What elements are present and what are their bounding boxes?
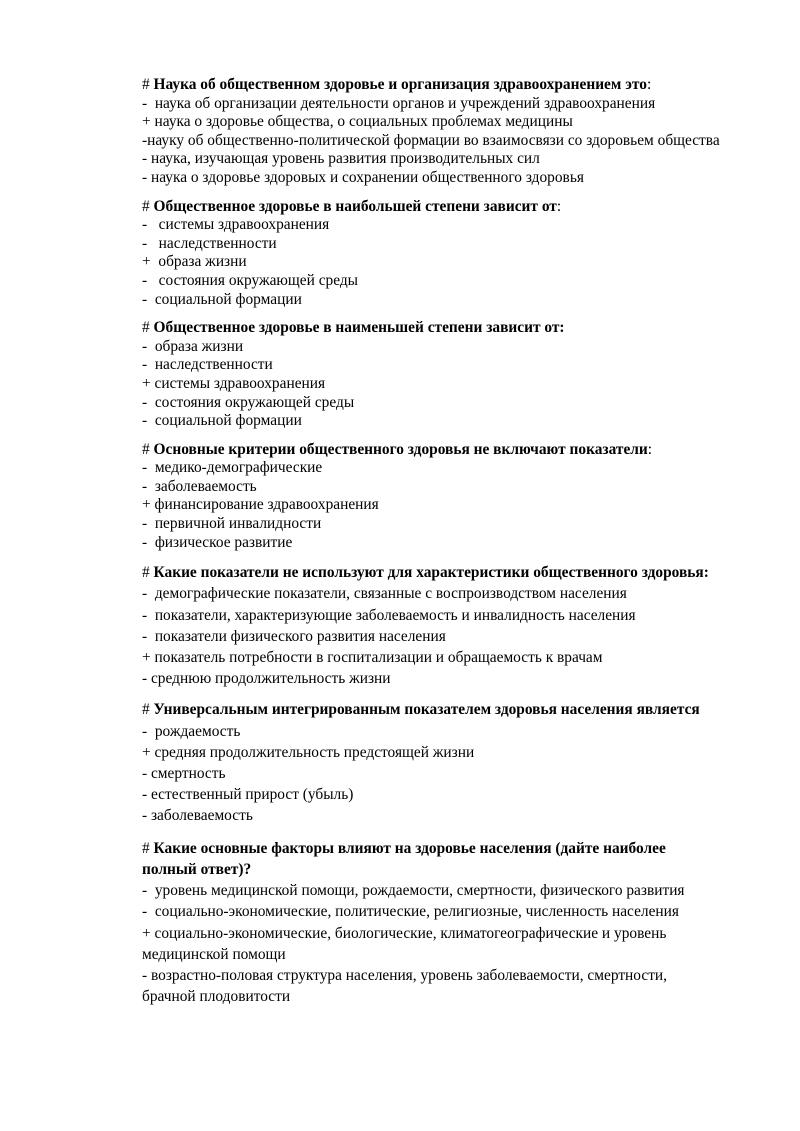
question-colon: :: [647, 440, 653, 458]
answer-option: - образа жизни: [142, 337, 244, 355]
answer-option: + социально-экономические, биологические, климатогеографические и уровень медицинской помощи: [142, 924, 667, 963]
answer-option: - смертность: [142, 765, 226, 783]
question-marker: #: [142, 440, 154, 458]
question-title: [142, 441, 742, 460]
answer-option: - заболеваемость: [142, 477, 257, 495]
answer-option: + системы здравоохранения: [142, 374, 326, 392]
question-block: [142, 838, 742, 1008]
question-block: [142, 562, 742, 689]
question-marker: #: [142, 839, 154, 857]
question-block: [142, 699, 742, 826]
answer-option: - рождаемость: [142, 722, 241, 740]
question-marker: #: [142, 76, 154, 93]
answer-option: - естественный прирост (убыль): [142, 786, 354, 804]
question-text: Общественное здоровье в наименьшей степени зависит от:: [153, 319, 565, 337]
question-text: Основные критерии общественного здоровья не включают показатели: [153, 440, 648, 458]
answer-option: - физическое развитие: [142, 533, 293, 551]
question-title: [142, 198, 742, 217]
answer-option: - показатели физического развития населения: [142, 627, 446, 645]
answer-option: - медико-демографические: [142, 459, 323, 477]
question-block: [142, 76, 742, 188]
answer-option: - социально-экономические, политические, религиозные, численность населения: [142, 903, 679, 921]
question-marker: #: [142, 701, 154, 719]
question-text: Наука об общественном здоровье и организация здравоохранением это: [153, 76, 647, 93]
question-text: Какие основные факторы влияют на здоровье населения (дайте наиболее полный ответ)?: [142, 839, 666, 878]
question-text: Какие показатели не используют для характеристики общественного здоровья:: [153, 564, 709, 582]
answer-option: - наследственности: [142, 356, 273, 374]
answer-option: + образа жизни: [142, 253, 247, 271]
question-colon: :: [646, 76, 652, 93]
answer-option: - состояния окружающей среды: [142, 271, 359, 289]
question-colon: :: [556, 197, 562, 215]
answer-option: - наследственности: [142, 234, 277, 252]
question-block: [142, 319, 742, 431]
answer-option: - наука, изучающая уровень развития производительных сил: [142, 150, 540, 168]
answer-option: - социальной формации: [142, 412, 302, 430]
question-text: Универсальным интегрированным показателем здоровья населения является: [153, 701, 700, 719]
answer-option: - наука о здоровье здоровых и сохранении общественного здоровья: [142, 168, 584, 186]
question-marker: #: [142, 564, 154, 582]
answer-option: - наука об организации деятельности органов и учреждений здравоохранения: [142, 94, 656, 112]
answer-option: - демографические показатели, связанные с воспроизводством населения: [142, 585, 627, 603]
question-title: [142, 699, 742, 720]
answer-option: - социальной формации: [142, 290, 302, 308]
question-title: [142, 319, 742, 338]
question-block: [142, 198, 742, 310]
question-title: [142, 838, 742, 880]
answer-option: + показатель потребности в госпитализации и обращаемость к врачам: [142, 649, 603, 667]
answer-option: - показатели, характеризующие заболеваемость и инвалидность населения: [142, 606, 636, 624]
answer-option: -науку об общественно-политической формации во взаимосвязи со здоровьем общества: [142, 131, 720, 149]
answer-option: + наука о здоровье общества, о социальных проблемах медицины: [142, 113, 573, 131]
document-page: [142, 76, 742, 1007]
answer-option: - заболеваемость: [142, 807, 253, 825]
question-block: [142, 441, 742, 553]
question-marker: #: [142, 197, 154, 215]
answer-option: + средняя продолжительность предстоящей жизни: [142, 743, 475, 761]
question-title: [142, 562, 742, 583]
answer-option: - возрастно-половая структура населения, уровень заболеваемости, смертности, брачной плодовитости: [142, 966, 668, 1006]
answer-option: - среднюю продолжительность жизни: [142, 670, 391, 688]
question-title: [142, 76, 742, 95]
answer-option: - состояния окружающей среды: [142, 393, 355, 411]
answer-option: - первичной инвалидности: [142, 515, 322, 533]
question-marker: #: [142, 319, 154, 337]
answer-option: - системы здравоохранения: [142, 216, 330, 234]
question-text: Общественное здоровье в наибольшей степени зависит от: [153, 197, 557, 215]
answer-option: - уровень медицинской помощи, рождаемости, смертности, физического развития: [142, 882, 685, 900]
answer-option: + финансирование здравоохранения: [142, 496, 379, 514]
